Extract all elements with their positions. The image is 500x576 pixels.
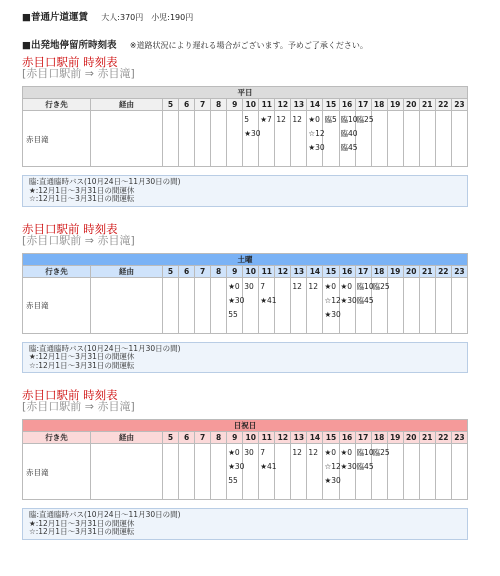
legend-box: [22, 175, 468, 207]
hour-header: 18: [371, 432, 387, 444]
day-type-header: 日祝日: [23, 420, 468, 432]
departure-minute: 臨45: [356, 295, 374, 305]
departure-cell: [451, 111, 467, 167]
departure-cell: [195, 444, 211, 500]
timetable-heading-title: ■出発地停留所時刻表: [22, 40, 117, 51]
route-cell: [91, 111, 163, 167]
hour-header: 20: [403, 265, 419, 277]
departure-cell: [243, 444, 259, 500]
departure-cell: [275, 111, 291, 167]
departure-cell: [339, 444, 355, 500]
section-subtitle: [赤目口駅前 ⇒ 赤目滝]: [22, 400, 135, 413]
legend-item: ☆:12月1日～3月31日の間運転: [29, 527, 135, 536]
hour-header: 23: [451, 432, 467, 444]
hour-header: 21: [419, 99, 435, 111]
departure-cell: [323, 111, 339, 167]
departure-minute: 12: [276, 115, 286, 124]
dest-header: 行き先: [23, 265, 91, 277]
section-title: 赤目口駅前 時刻表: [22, 55, 118, 69]
hour-header: 8: [211, 265, 227, 277]
legend-item: 臨:直通臨時バス(10月24日～11月30日の間): [29, 343, 181, 353]
hour-header: 22: [435, 99, 451, 111]
departure-minute: ☆12: [324, 462, 341, 471]
departure-cell: [451, 444, 467, 500]
departure-minute: 臨10: [356, 448, 374, 457]
day-type-header: 土曜: [23, 253, 468, 265]
section-subtitle: [赤目口駅前 ⇒ 赤目滝]: [22, 233, 135, 247]
timetable-section: [22, 389, 478, 540]
hour-header: 6: [179, 99, 195, 111]
fare-heading: [22, 12, 478, 24]
departure-minute: 臨25: [356, 115, 374, 124]
departure-cell: [291, 444, 307, 500]
hour-header: 20: [403, 432, 419, 444]
hour-header: 14: [307, 265, 323, 277]
departure-minute: 臨5: [324, 115, 337, 124]
departure-minute: ★0: [228, 448, 240, 457]
departure-minute: 5: [244, 115, 250, 124]
departure-cell: [243, 277, 259, 333]
departure-cell: [243, 111, 259, 167]
legend-item: ☆:12月1日～3月31日の間運転: [29, 360, 135, 370]
departure-cell: [275, 444, 291, 500]
hour-header: 16: [339, 265, 355, 277]
departure-cell: [307, 277, 323, 333]
departure-minute: ☆12: [324, 295, 341, 305]
timetable-heading: [22, 40, 478, 52]
hour-header: 14: [307, 99, 323, 111]
hour-header: 11: [259, 432, 275, 444]
departure-cell: [307, 111, 323, 167]
timetable-row: [23, 277, 468, 333]
route-header: 経由: [91, 99, 163, 111]
section-title: 赤目口駅前 時刻表: [22, 221, 118, 236]
hour-header: 8: [211, 99, 227, 111]
hour-header: 23: [451, 265, 467, 277]
departure-cell: [259, 444, 275, 500]
hour-header: 13: [291, 432, 307, 444]
hour-header: 7: [195, 265, 211, 277]
hour-header: 15: [323, 99, 339, 111]
hour-header: 15: [323, 265, 339, 277]
departure-minute: 12: [308, 281, 318, 291]
timetable-row: [23, 444, 468, 500]
departure-cell: [211, 444, 227, 500]
departure-cell: [403, 111, 419, 167]
hour-header: 11: [259, 99, 275, 111]
departure-cell: [435, 111, 451, 167]
legend-item: ★:12月1日～3月31日の間運休: [29, 352, 135, 361]
hour-header: 17: [355, 99, 371, 111]
departure-cell: [163, 277, 179, 333]
departure-cell: [435, 277, 451, 333]
section-title: 赤目口駅前 時刻表: [22, 388, 118, 402]
departure-cell: [419, 277, 435, 333]
section-subtitle: [赤目口駅前 ⇒ 赤目滝]: [22, 67, 135, 80]
hour-header: 9: [227, 265, 243, 277]
legend-item: ★:12月1日～3月31日の間運休: [29, 518, 135, 528]
timetable-table: [22, 253, 468, 334]
departure-minute: 臨10: [340, 115, 358, 124]
departure-minute: ★30: [340, 295, 357, 305]
departure-minute: ★41: [260, 462, 277, 471]
departure-cell: [419, 111, 435, 167]
day-type-header: 平日: [23, 87, 468, 99]
timetable-table: [22, 419, 468, 500]
departure-minute: 12: [292, 281, 302, 291]
hour-header: 9: [227, 99, 243, 111]
departure-minute: 臨40: [340, 129, 358, 138]
departure-minute: ★30: [244, 129, 261, 138]
hour-header: 21: [419, 265, 435, 277]
departure-cell: [179, 444, 195, 500]
departure-cell: [307, 444, 323, 500]
departure-minute: ★7: [260, 115, 272, 124]
hour-header: 22: [435, 265, 451, 277]
timetable-heading-note: ※道路状況により遅れる場合がございます。予めご了承ください。: [129, 41, 368, 50]
departure-minute: 7: [260, 281, 266, 291]
departure-minute: 臨45: [356, 462, 374, 471]
departure-cell: [323, 277, 339, 333]
hour-header: 6: [179, 432, 195, 444]
departure-minute: 臨45: [340, 143, 358, 152]
destination-cell: 赤目滝: [23, 444, 91, 500]
hour-header: 17: [355, 265, 371, 277]
hour-header: 22: [435, 432, 451, 444]
fare-text: 大人:370円 小児:190円: [101, 13, 194, 22]
departure-cell: [163, 111, 179, 167]
departure-cell: [259, 111, 275, 167]
departure-minute: ★0: [324, 281, 336, 291]
departure-cell: [227, 444, 243, 500]
departure-cell: [387, 111, 403, 167]
departure-minute: 30: [244, 281, 254, 291]
route-header: 経由: [91, 265, 163, 277]
departure-cell: [291, 277, 307, 333]
departure-cell: [211, 111, 227, 167]
hour-header: 15: [323, 432, 339, 444]
departure-cell: [275, 277, 291, 333]
departure-cell: [179, 277, 195, 333]
departure-cell: [195, 111, 211, 167]
hour-header: 16: [339, 432, 355, 444]
timetable-row: [23, 111, 468, 167]
departure-minute: 12: [292, 448, 302, 457]
hour-header: 16: [339, 99, 355, 111]
timetable-table: [22, 86, 468, 167]
hour-header: 20: [403, 99, 419, 111]
departure-minute: ★30: [324, 476, 341, 485]
hour-header: 11: [259, 265, 275, 277]
departure-cell: [419, 444, 435, 500]
departure-cell: [163, 444, 179, 500]
hour-header: 19: [387, 432, 403, 444]
departure-minute: ★30: [324, 309, 341, 319]
legend-box: [22, 508, 468, 540]
departure-minute: 55: [228, 309, 238, 319]
departure-cell: [371, 277, 390, 333]
departure-minute: 12: [292, 115, 302, 124]
hour-header: 10: [243, 432, 259, 444]
hour-header: 10: [243, 265, 259, 277]
departure-minute: ★0: [228, 281, 240, 291]
hour-header: 7: [195, 432, 211, 444]
hour-header: 18: [371, 99, 387, 111]
departure-cell: [211, 277, 227, 333]
hour-header: 9: [227, 432, 243, 444]
hour-header: 6: [179, 265, 195, 277]
hour-header: 14: [307, 432, 323, 444]
legend-item: 臨:直通臨時バス(10月24日～11月30日の間): [29, 510, 181, 519]
departure-minute: 12: [308, 448, 318, 457]
hour-header: 23: [451, 99, 467, 111]
route-cell: [91, 277, 163, 333]
route-cell: [91, 444, 163, 500]
hour-header: 12: [275, 99, 291, 111]
departure-minute: ★0: [308, 115, 320, 124]
departure-cell: [291, 111, 307, 167]
departure-cell: [355, 111, 374, 167]
hour-header: 5: [163, 432, 179, 444]
departure-cell: [227, 111, 243, 167]
destination-cell: 赤目滝: [23, 277, 91, 333]
departure-cell: [195, 277, 211, 333]
legend-item: 臨:直通臨時バス(10月24日～11月30日の間): [29, 177, 181, 186]
departure-minute: ★0: [340, 281, 353, 291]
departure-minute: 臨10: [356, 281, 374, 291]
departure-cell: [435, 444, 451, 500]
departure-minute: ★30: [228, 462, 245, 471]
departure-cell: [259, 277, 275, 333]
departure-minute: 30: [244, 448, 254, 457]
departure-minute: ★0: [324, 448, 336, 457]
departure-minute: ★41: [260, 295, 277, 305]
dest-header: 行き先: [23, 432, 91, 444]
hour-header: 5: [163, 99, 179, 111]
hour-header: 21: [419, 432, 435, 444]
departure-cell: [355, 444, 374, 500]
legend-item: ☆:12月1日～3月31日の間運転: [29, 194, 135, 203]
hour-header: 13: [291, 265, 307, 277]
departure-cell: [371, 444, 390, 500]
hour-header: 12: [275, 265, 291, 277]
departure-cell: [227, 277, 243, 333]
departure-minute: ★30: [308, 143, 325, 152]
departure-minute: 臨25: [372, 448, 390, 457]
hour-header: 13: [291, 99, 307, 111]
departure-minute: ★30: [340, 462, 357, 471]
departure-minute: ★30: [228, 295, 245, 305]
timetable-section: [22, 56, 478, 207]
departure-minute: 7: [260, 448, 266, 457]
departure-cell: [403, 444, 419, 500]
legend-box: [22, 342, 468, 374]
hour-header: 18: [371, 265, 387, 277]
legend-item: ★:12月1日～3月31日の間運休: [29, 185, 135, 195]
departure-minute: ☆12: [308, 129, 325, 138]
hour-header: 19: [387, 265, 403, 277]
dest-header: 行き先: [23, 99, 91, 111]
departure-cell: [179, 111, 195, 167]
timetable-section: [22, 223, 478, 374]
departure-minute: 55: [228, 476, 238, 485]
departure-minute: 臨25: [372, 281, 390, 291]
departure-cell: [323, 444, 339, 500]
departure-cell: [355, 277, 374, 333]
departure-minute: ★0: [340, 448, 353, 457]
hour-header: 10: [243, 99, 259, 111]
route-header: 経由: [91, 432, 163, 444]
hour-header: 17: [355, 432, 371, 444]
destination-cell: 赤目滝: [23, 111, 91, 167]
hour-header: 7: [195, 99, 211, 111]
departure-cell: [339, 277, 355, 333]
hour-header: 19: [387, 99, 403, 111]
fare-title: ■普通片道運賃: [22, 12, 88, 23]
timetable-sections: [22, 56, 478, 540]
departure-cell: [403, 277, 419, 333]
departure-cell: [451, 277, 467, 333]
hour-header: 12: [275, 432, 291, 444]
hour-header: 5: [163, 265, 179, 277]
hour-header: 8: [211, 432, 227, 444]
departure-cell: [339, 111, 358, 167]
